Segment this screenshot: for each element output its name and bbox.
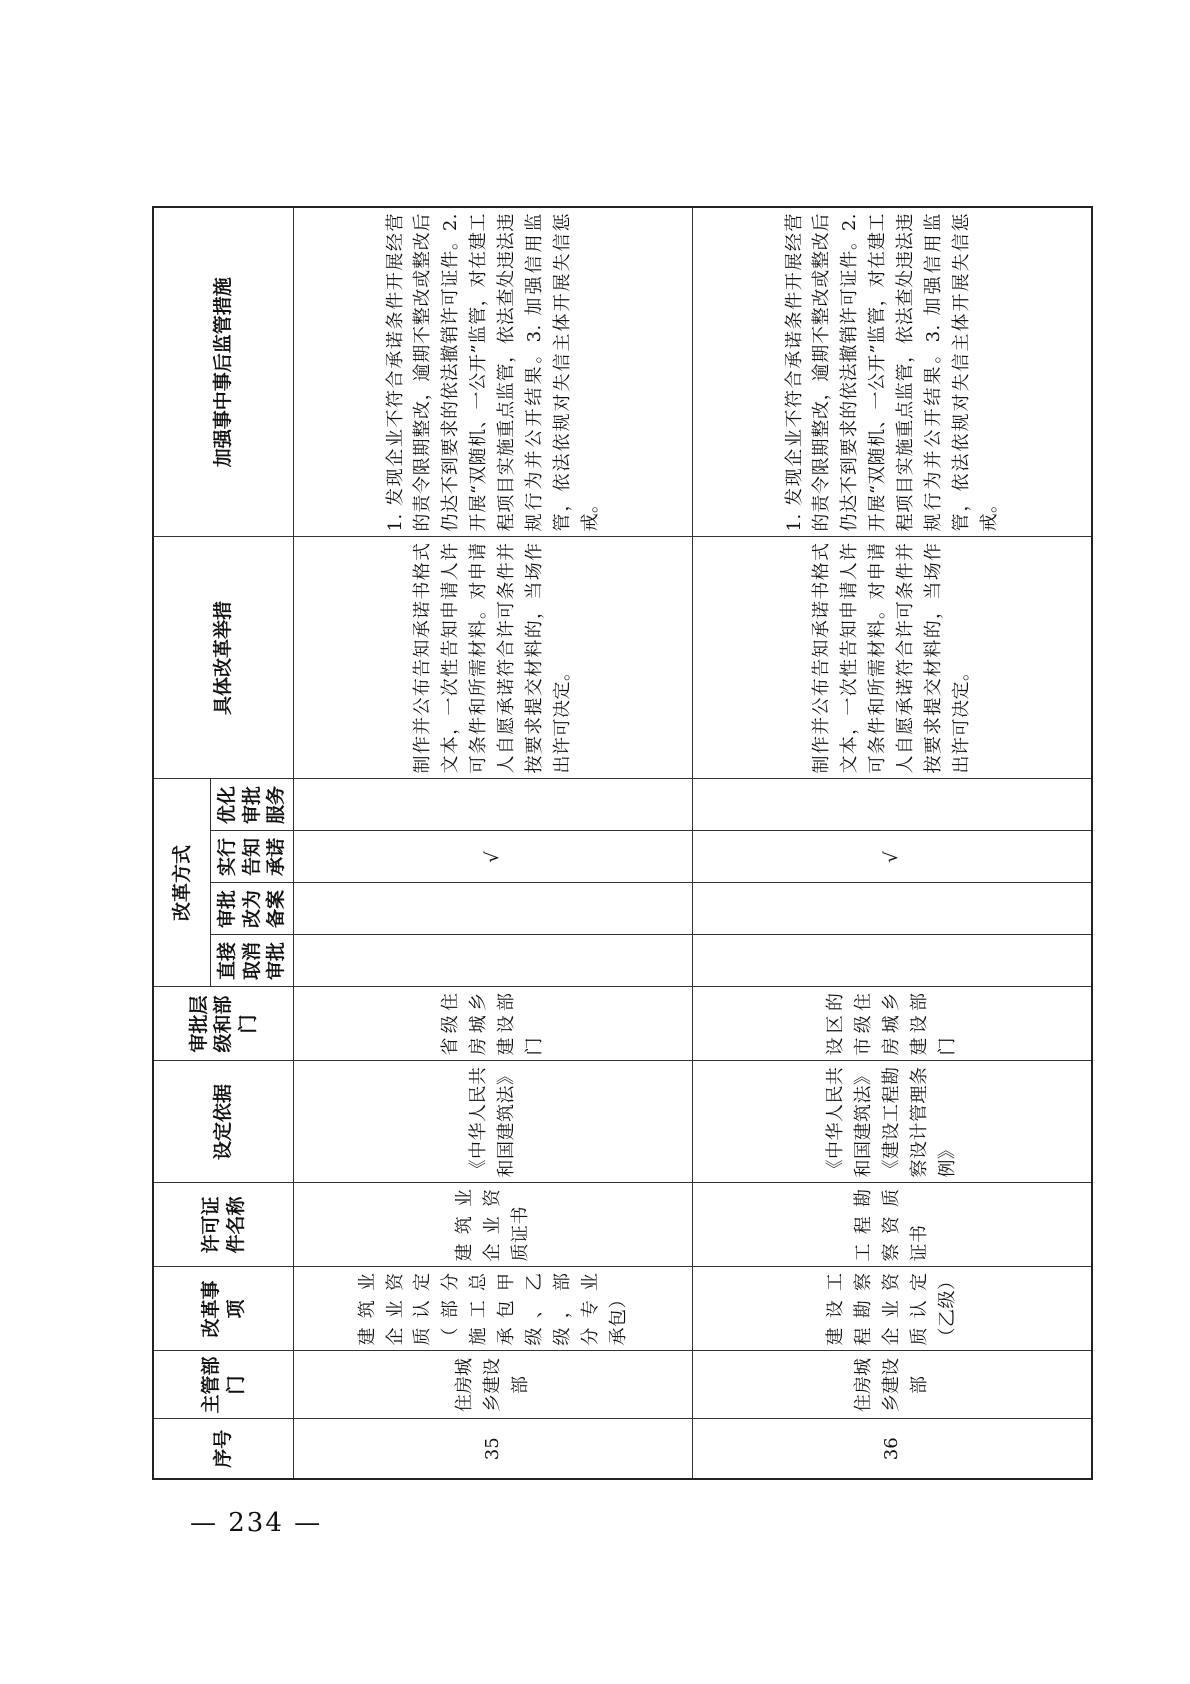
reform-table (152, 206, 1093, 1480)
cell-mode-cancel (693, 935, 1093, 987)
rotated-table-container (152, 208, 1039, 1480)
table-row-35 (294, 207, 693, 1479)
header-dept: 主管部门 (153, 1351, 294, 1419)
cell-dept: 住房城乡建设部 (693, 1351, 1093, 1419)
cell-license: 建筑业企业资质证书 (294, 1183, 693, 1267)
cell-level: 省级住房城乡建设部门 (294, 987, 693, 1061)
header-mode-filing: 审批改为备案 (211, 883, 294, 935)
cell-item: 建筑业企业资质认定（部分施工总承包甲级、乙级，部分专业承包） (294, 1267, 693, 1351)
cell-basis: 《中华人民共和国建筑法》 (294, 1061, 693, 1183)
cell-mode-optimize (294, 779, 693, 831)
cell-mode-notify: √ (693, 831, 1093, 883)
cell-mode-filing (294, 883, 693, 935)
cell-supervision: 1. 发现企业不符合承诺条件开展经营的责令限期整改，逾期不整改或整改后仍达不到要求的依法撤销许可证件。2. 开展“双随机、一公开”监管，对在建工程项目实施重点监管，依法查处违法违规行为并公开结果。3. 加强信用监管，依法依规对失信主体开展失信惩戒。 (294, 207, 693, 537)
cell-seq: 36 (693, 1419, 1093, 1479)
cell-measures: 制作并公布告知承诺书格式文本，一次性告知申请人许可条件和所需材料。对申请人自愿承诺符合许可条件并按要求提交材料的，当场作出许可决定。 (294, 537, 693, 779)
header-mode-cancel: 直接取消审批 (211, 935, 294, 987)
header-basis: 设定依据 (153, 1061, 294, 1183)
header-mode-optimize: 优化审批服务 (211, 779, 294, 831)
header-mode-notify: 实行告知承诺 (211, 831, 294, 883)
cell-mode-optimize (693, 779, 1093, 831)
header-supervision: 加强事中事后监管措施 (153, 207, 294, 537)
header-reform-mode: 改革方式 (153, 779, 211, 987)
page-number: — 234 — (190, 1508, 323, 1538)
cell-license: 工程勘察资质证书 (693, 1183, 1093, 1267)
cell-level: 设区的市级住房城乡建设部门 (693, 987, 1093, 1061)
table-row-36 (693, 207, 1093, 1479)
header-seq: 序号 (153, 1419, 294, 1479)
cell-mode-notify: √ (294, 831, 693, 883)
cell-item: 建设工程勘察企业资质认定（乙级） (693, 1267, 1093, 1351)
cell-measures: 制作并公布告知承诺书格式文本，一次性告知申请人许可条件和所需材料。对申请人自愿承诺符合许可条件并按要求提交材料的，当场作出许可决定。 (693, 537, 1093, 779)
header-measures: 具体改革举措 (153, 537, 294, 779)
cell-supervision: 1. 发现企业不符合承诺条件开展经营的责令限期整改，逾期不整改或整改后仍达不到要求的依法撤销许可证件。2. 开展“双随机、一公开”监管，对在建工程项目实施重点监管，依法查处违法违规行为并公开结果。3. 加强信用监管，依法依规对失信主体开展失信惩戒。 (693, 207, 1093, 537)
cell-mode-filing (693, 883, 1093, 935)
header-item: 改革事项 (153, 1267, 294, 1351)
cell-mode-cancel (294, 935, 693, 987)
header-level: 审批层级和部门 (153, 987, 294, 1061)
cell-basis: 《中华人民共和国建筑法》《建设工程勘察设计管理条例》 (693, 1061, 1093, 1183)
cell-seq: 35 (294, 1419, 693, 1479)
header-row (153, 207, 211, 1479)
header-license: 许可证件名称 (153, 1183, 294, 1267)
cell-dept: 住房城乡建设部 (294, 1351, 693, 1419)
